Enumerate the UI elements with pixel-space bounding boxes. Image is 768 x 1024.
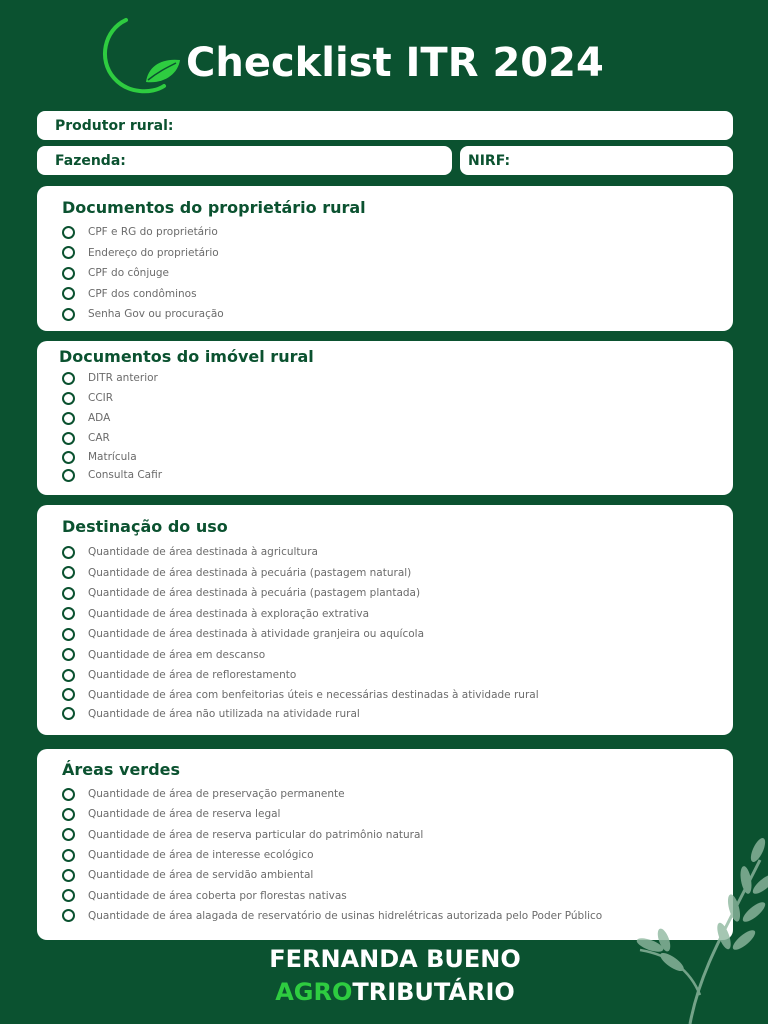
item-label: Quantidade de área alagada de reservatório de usinas hidrelétricas autorizada pelo Poder Público <box>88 909 603 922</box>
checkbox-circle-icon[interactable] <box>62 869 75 882</box>
checkbox-circle-icon[interactable] <box>62 669 75 682</box>
checkbox-circle-icon[interactable] <box>62 909 75 922</box>
fazenda-field[interactable] <box>37 146 452 175</box>
leaf-logo-icon <box>100 16 184 96</box>
item-label: Consulta Cafir <box>88 469 163 481</box>
checklist-item[interactable] <box>62 368 723 388</box>
item-label: CPF do cônjuge <box>88 267 170 280</box>
item-label: Quantidade de área destinada à atividade granjeira ou aquícola <box>88 628 424 641</box>
checklist <box>62 222 723 325</box>
checkbox-circle-icon[interactable] <box>62 828 75 841</box>
section-proprietario <box>37 186 733 331</box>
item-label: CAR <box>88 432 110 444</box>
item-label: DITR anterior <box>88 372 158 384</box>
checklist-item[interactable] <box>62 583 723 604</box>
checklist-item[interactable] <box>62 665 723 685</box>
checkbox-circle-icon[interactable] <box>62 587 75 600</box>
footer-author-name: FERNANDA BUENO <box>269 945 521 973</box>
checklist-item[interactable] <box>62 885 723 905</box>
checklist-item[interactable] <box>62 624 723 645</box>
checklist-item[interactable] <box>62 804 723 824</box>
footer-brand <box>0 978 768 1006</box>
checkbox-circle-icon[interactable] <box>62 267 75 280</box>
checklist-item[interactable] <box>62 284 723 305</box>
checkbox-circle-icon[interactable] <box>62 648 75 661</box>
checklist-item[interactable] <box>62 263 723 284</box>
item-label: Quantidade de área com benfeitorias úteis e necessárias destinadas à atividade rural <box>88 688 539 701</box>
checklist <box>62 542 723 723</box>
item-label: Quantidade de área de preservação permanente <box>88 788 345 801</box>
fazenda-label: Fazenda: <box>55 152 126 169</box>
checkbox-circle-icon[interactable] <box>62 246 75 259</box>
item-label: Quantidade de área destinada à agricultura <box>88 546 318 559</box>
checklist-item[interactable] <box>62 408 723 428</box>
checkbox-circle-icon[interactable] <box>62 287 75 300</box>
item-label: CPF dos condôminos <box>88 287 197 300</box>
section-uso <box>37 505 733 735</box>
checklist-item[interactable] <box>62 906 723 926</box>
section-title: Documentos do imóvel rural <box>59 347 314 366</box>
nirf-label: NIRF: <box>468 152 511 169</box>
checkbox-circle-icon[interactable] <box>62 707 75 720</box>
item-label: Quantidade de área de reserva particular do patrimônio natural <box>88 828 424 841</box>
checkbox-circle-icon[interactable] <box>62 469 75 482</box>
checklist-item[interactable] <box>62 563 723 584</box>
checkbox-circle-icon[interactable] <box>62 226 75 239</box>
checklist-item[interactable] <box>62 388 723 408</box>
produtor-field[interactable] <box>37 111 733 140</box>
checkbox-circle-icon[interactable] <box>62 889 75 902</box>
page-header <box>100 16 660 96</box>
checklist-item[interactable] <box>62 865 723 885</box>
checklist-item[interactable] <box>62 685 723 704</box>
checkbox-circle-icon[interactable] <box>62 412 75 425</box>
checklist-item[interactable] <box>62 542 723 563</box>
checklist-item[interactable] <box>62 645 723 666</box>
item-label: Quantidade de área de reflorestamento <box>88 669 297 681</box>
checklist-item[interactable] <box>62 784 723 804</box>
checklist-item[interactable] <box>62 825 723 845</box>
checklist-item[interactable] <box>62 448 723 466</box>
section-title: Áreas verdes <box>62 760 181 779</box>
section-areas-verdes <box>37 749 733 940</box>
checkbox-circle-icon[interactable] <box>62 392 75 405</box>
checkbox-circle-icon[interactable] <box>62 432 75 445</box>
nirf-field[interactable] <box>460 146 733 175</box>
checklist-item[interactable] <box>62 704 723 723</box>
item-label: Endereço do proprietário <box>88 246 219 259</box>
item-label: Quantidade de área destinada à pecuária (pastagem natural) <box>88 566 412 579</box>
item-label: Quantidade de área de reserva legal <box>88 808 281 821</box>
section-imovel <box>37 341 733 495</box>
item-label: Quantidade de área de interesse ecológico <box>88 849 314 862</box>
checklist-item[interactable] <box>62 243 723 264</box>
checkbox-circle-icon[interactable] <box>62 688 75 701</box>
item-label: Senha Gov ou procuração <box>88 308 224 321</box>
item-label: CPF e RG do proprietário <box>88 226 218 239</box>
item-label: Quantidade de área de servidão ambiental <box>88 869 314 882</box>
checkbox-circle-icon[interactable] <box>62 788 75 801</box>
item-label: Quantidade de área destinada à pecuária (pastagem plantada) <box>88 587 421 600</box>
produtor-label: Produtor rural: <box>55 117 174 134</box>
brand-agro: AGRO <box>275 978 353 1006</box>
section-title: Destinação do uso <box>62 517 228 536</box>
item-label: Matrícula <box>88 451 137 463</box>
section-title: Documentos do proprietário rural <box>62 198 366 217</box>
checkbox-circle-icon[interactable] <box>62 372 75 385</box>
item-label: CCIR <box>88 392 114 404</box>
item-label: Quantidade de área destinada à exploração extrativa <box>88 607 370 620</box>
checklist-item[interactable] <box>62 222 723 243</box>
checklist-item[interactable] <box>62 304 723 325</box>
item-label: Quantidade de área não utilizada na atividade rural <box>88 707 360 720</box>
checkbox-circle-icon[interactable] <box>62 808 75 821</box>
checkbox-circle-icon[interactable] <box>62 308 75 321</box>
checkbox-circle-icon[interactable] <box>62 607 75 620</box>
checklist <box>62 784 723 926</box>
brand-tributario: TRIBUTÁRIO <box>352 978 515 1006</box>
item-label: Quantidade de área coberta por florestas nativas <box>88 889 347 902</box>
checklist-item[interactable] <box>62 845 723 865</box>
item-label: Quantidade de área em descanso <box>88 648 266 661</box>
checkbox-circle-icon[interactable] <box>62 546 75 559</box>
checklist-item[interactable] <box>62 428 723 448</box>
checklist <box>62 368 723 484</box>
checkbox-circle-icon[interactable] <box>62 849 75 862</box>
checklist-item[interactable] <box>62 604 723 625</box>
item-label: ADA <box>88 412 111 424</box>
page-title: Checklist ITR 2024 <box>186 40 604 86</box>
checklist-item[interactable] <box>62 466 723 484</box>
checkbox-circle-icon[interactable] <box>62 566 75 579</box>
checkbox-circle-icon[interactable] <box>62 628 75 641</box>
checkbox-circle-icon[interactable] <box>62 451 75 464</box>
